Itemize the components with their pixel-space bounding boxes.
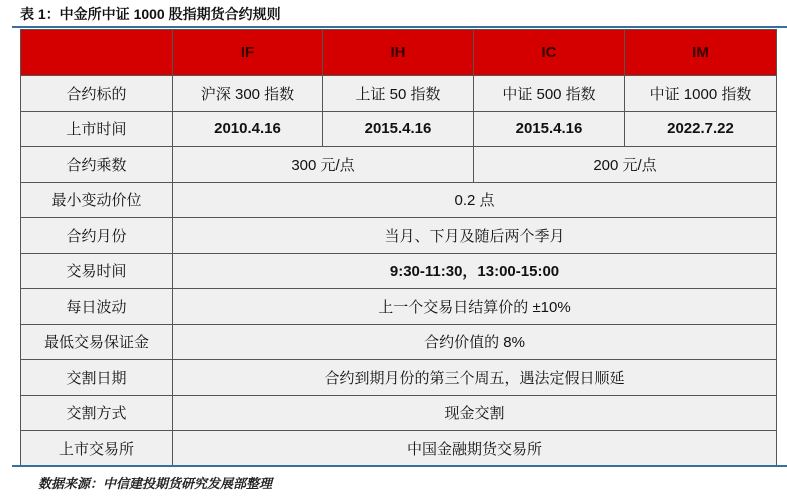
row-label: 合约标的 xyxy=(21,76,173,112)
divider xyxy=(12,26,787,28)
row-label: 合约月份 xyxy=(21,218,173,254)
divider xyxy=(12,465,787,467)
table-row xyxy=(21,111,777,147)
cell: 合约到期月份的第三个周五，遇法定假日顺延 xyxy=(173,360,777,396)
row-label: 交易时间 xyxy=(21,253,173,289)
cell: 2010.4.16 xyxy=(173,111,323,147)
row-label: 上市交易所 xyxy=(21,431,173,467)
cell: 0.2 点 xyxy=(173,182,777,218)
cell: 中证 1000 指数 xyxy=(625,76,777,112)
cell: 合约价值的 8% xyxy=(173,324,777,360)
cell: 上一个交易日结算价的 ±10% xyxy=(173,289,777,325)
row-label: 每日波动 xyxy=(21,289,173,325)
header-cell: IH xyxy=(323,30,474,76)
table-row xyxy=(21,324,777,360)
row-label: 最小变动价位 xyxy=(21,182,173,218)
table-row xyxy=(21,147,777,183)
header-cell xyxy=(21,30,173,76)
cell: 9:30-11:30，13:00-15:00 xyxy=(173,253,777,289)
cell: 当月、下月及随后两个季月 xyxy=(173,218,777,254)
row-label: 合约乘数 xyxy=(21,147,173,183)
row-label: 交割日期 xyxy=(21,360,173,396)
table-row xyxy=(21,395,777,431)
table-row xyxy=(21,289,777,325)
header-cell: IC xyxy=(474,30,625,76)
table-row xyxy=(21,253,777,289)
table-row xyxy=(21,182,777,218)
cell: 2015.4.16 xyxy=(323,111,474,147)
cell: 2022.7.22 xyxy=(625,111,777,147)
cell: 200 元/点 xyxy=(474,147,777,183)
row-label: 最低交易保证金 xyxy=(21,324,173,360)
table-row xyxy=(21,431,777,467)
table-row xyxy=(21,360,777,396)
cell: 中国金融期货交易所 xyxy=(173,431,777,467)
source-note: 数据来源：中信建投期货研究发展部整理 xyxy=(38,476,273,491)
cell: 沪深 300 指数 xyxy=(173,76,323,112)
table-title: 表 1：中金所中证 1000 股指期货合约规则 xyxy=(20,6,281,22)
row-label: 上市时间 xyxy=(21,111,173,147)
cell: 现金交割 xyxy=(173,395,777,431)
header-cell: IM xyxy=(625,30,777,76)
cell: 300 元/点 xyxy=(173,147,474,183)
table-row xyxy=(21,218,777,254)
table-row xyxy=(21,76,777,112)
row-label: 交割方式 xyxy=(21,395,173,431)
header-cell: IF xyxy=(173,30,323,76)
cell: 中证 500 指数 xyxy=(474,76,625,112)
cell: 2015.4.16 xyxy=(474,111,625,147)
contract-rules-table xyxy=(20,29,777,467)
header-row xyxy=(21,30,777,76)
cell: 上证 50 指数 xyxy=(323,76,474,112)
